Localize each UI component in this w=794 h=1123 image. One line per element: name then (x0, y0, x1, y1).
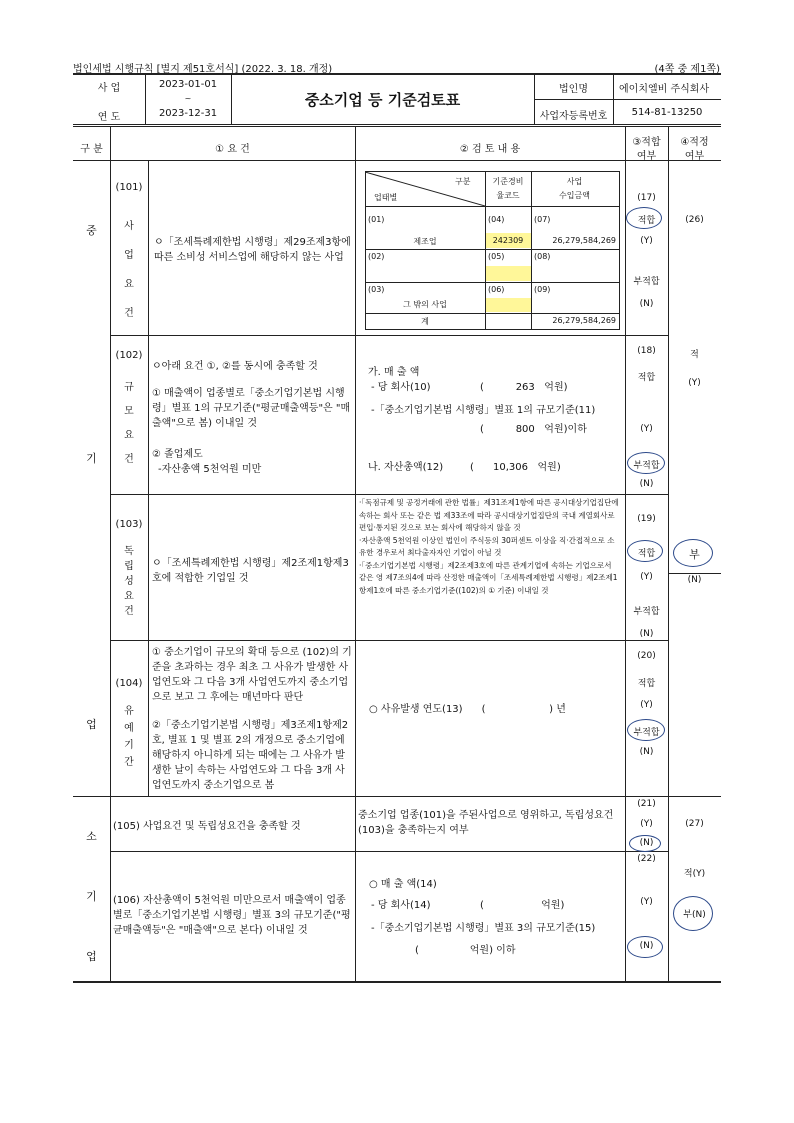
r101-fit-ok: 적합 (637, 216, 656, 226)
r102-req-2: ① 매출액이 업종별로「중소기업기본법 시행령」별표 1의 규모기준("평균매출액등"은 "매출액"으로 봄) 이내일 것 (152, 388, 351, 429)
it-c04: (04) (488, 215, 505, 224)
col-review: ② 검 토 내 용 (459, 144, 521, 155)
it-h-code-2: 율코드 (496, 191, 520, 200)
col-fit-2: 여부 (636, 151, 657, 162)
r101-final: (26) (685, 215, 704, 225)
it-row3-name: 그 밖의 사업 (403, 300, 447, 309)
col-fit-1: ③적합 (632, 137, 661, 148)
it-c07: (07) (534, 215, 551, 224)
r104-fit-no: 부적합 (633, 728, 660, 738)
side-gi: 기 (86, 452, 97, 465)
r106-final-1: 적(Y) (683, 869, 706, 879)
r104-code: (104) (115, 678, 143, 689)
biz-no: 514-81-13250 (631, 107, 703, 118)
it-row1-name: 제조업 (413, 237, 437, 246)
r103-fit-circle (627, 540, 663, 562)
it-h-rev-2: 수입금액 (559, 191, 590, 200)
r101-code: (101) (115, 182, 143, 193)
r102-rev-e-label: 나. 자산총액(12) (368, 462, 444, 473)
r102-rev-b-value: ( 263 억원) (480, 382, 568, 393)
r106-rev-c: -「중소기업기본법 시행령」별표 3의 규모기준(15) (371, 923, 596, 934)
side-eop-2: 업 (86, 950, 97, 963)
r101-fit-circle (626, 207, 662, 229)
r102-rev-c: -「중소기업기본법 시행령」별표 1의 규모기준(11) (371, 405, 596, 416)
period-separator: ~ (184, 94, 192, 103)
r104-req-2: ②「중소기업기본법 시행령」제3조제1항제2호, 별표 1 및 별표 2의 개정으로 중소기업에 해당하지 아니하게 되는 때에는 그 사유가 발생한 날이 속하는 사업연도와 그 다음 3개 사업연도까지 중소기업으로 봄 (152, 720, 349, 791)
corp-name: 에이치엘비 주식회사 (619, 84, 710, 95)
r103-review: ·「독점규제 및 공정거래에 관한 법률」제31조제1항에 따른 공시대상기업집단에 속하는 회사 또는 같은 법 제33조에 따라 공시대상기업집단의 국내 계열회사로 편입·통지된 것으로 보는 회사에 해당하지 않을 것 ·자산총액 5천억원 이상인 법인이 주식등의 30퍼센트 이상을 직·간접적으로 소유한 경우로서 최다출자자인 기업이 아닐 것 ·「중소기업기본법 시행령」제2조제3호에 따른 관계기업에 속하는 기업으로서 같은 영 제7조의4에 따라 산정한 매출액이「조세특례제한법 시행령」제2조제1항제1호에 따른 중소기업기준((102)의 ① 기준) 이내일 것 (359, 498, 619, 595)
r103-fit-code: (19) (637, 514, 656, 524)
side-so: 소 (86, 830, 97, 843)
r103-final-circle (673, 539, 713, 567)
col-fit2-2: 여부 (684, 151, 705, 162)
r106-fit-circle (627, 936, 663, 958)
r106-fit-code: (22) (637, 854, 656, 864)
it-total-label: 계 (421, 317, 429, 326)
it-row1-amount: 26,279,584,269 (552, 236, 616, 245)
r103-vlabel: 독 립 성 요 건 (124, 546, 134, 617)
r104-vlabel: 유 예 기 간 (124, 706, 134, 768)
it-c03: (03) (368, 285, 385, 294)
r103-fit-y: (Y) (640, 572, 653, 582)
r106-rev-b-label: - 당 회사(14) (371, 900, 431, 911)
r104-fit-y: (Y) (640, 700, 653, 710)
side-eop: 업 (86, 718, 97, 731)
it-h-industry: 업태별 (374, 193, 398, 202)
r106-rev-d: ( 억원) 이하 (415, 945, 516, 956)
r101-requirement: ㅇ「조세특례제한법 시행령」제29조제3항에 따른 소비성 서비스업에 해당하지 않는 사업 (154, 237, 351, 263)
r105-fit-circle (629, 835, 661, 852)
it-total-amount: 26,279,584,269 (552, 316, 616, 325)
r106-rev-a: ○ 매 출 액(14) (369, 879, 437, 890)
r103-fit-no: 부적합 (633, 607, 660, 617)
top-border (73, 73, 721, 75)
side-jung: 중 (86, 224, 97, 237)
r106-final-2: 부(N) (683, 910, 706, 920)
year-label-1: 사 업 (97, 83, 121, 94)
r102-vlabel: 규 모 요 건 (124, 382, 134, 465)
it-h-gubun: 구분 (455, 177, 471, 186)
r102-req-3: ② 졸업제도 (152, 449, 203, 460)
r102-fit-ok: 적합 (637, 373, 656, 383)
r106-fit-n: (N) (639, 941, 654, 951)
r102-req-1: ㅇ아래 요건 ①, ②를 동시에 충족할 것 (152, 361, 318, 372)
main-top-border (73, 124, 721, 127)
form-reference: 법인세법 시행규칙 [별지 제51호서식] (2022. 3. 18. 개정) (73, 64, 333, 75)
page-reference: (4쪽 중 제1쪽) (654, 64, 720, 75)
it-c09: (09) (534, 285, 551, 294)
r103-fit-ok: 적합 (637, 549, 656, 559)
it-h-rev-1: 사업 (566, 177, 583, 186)
r102-fit-circle (627, 452, 665, 474)
corp-name-label: 법인명 (559, 84, 588, 95)
r101-vlabel: 사 업 요 건 (124, 221, 134, 319)
period-start: 2023-01-01 (158, 79, 218, 90)
r102-code: (102) (115, 350, 143, 361)
col-fit2-1: ④적정 (680, 137, 709, 148)
r103-requirement: ㅇ「조세특례제한법 시행령」제2조제1항제3호에 적합한 기업일 것 (152, 558, 349, 584)
r102-rev-e-value: ( 10,306 억원) (470, 462, 561, 473)
r102-fit-no: 부적합 (633, 461, 660, 471)
bottom-border (73, 981, 721, 983)
r106-rev-b-value: ( 억원) (480, 900, 565, 911)
col-requirement: ① 요 건 (215, 144, 250, 155)
r103-final-1: 부 (689, 548, 700, 561)
r105-review: 중소기업 업종(101)을 주된사업으로 영위하고, 독립성요건(103)을 충족하는지 여부 (358, 810, 614, 836)
r105-final: (27) (685, 819, 704, 829)
r105-requirement: (105) 사업요건 및 독립성요건을 충족할 것 (113, 821, 301, 832)
col-gubun: 구 분 (80, 144, 103, 155)
r101-fit-code: (17) (637, 193, 656, 203)
r102-rev-d: ( 800 억원)이하 (480, 424, 587, 435)
it-h-code-1: 기준경비 (492, 177, 524, 186)
side-gi-2: 기 (86, 890, 97, 903)
r105-fit-code: (21) (637, 799, 656, 809)
r104-req-1: ① 중소기업이 규모의 확대 등으로 (102)의 기준을 초과하는 경우 최초 그 사유가 발생한 사업연도와 그 다음 3개 사업연도까지 중소기업으로 보고 그 후에는 매년마다 판단 (152, 647, 352, 703)
it-c05: (05) (488, 252, 505, 261)
r102-final-1: 적 (690, 350, 699, 360)
r105-fit-y: (Y) (640, 819, 653, 829)
r102-fit-y: (Y) (640, 424, 653, 434)
r106-requirement: (106) 자산총액이 5천억원 미만으로서 매출액이 업종별로「중소기업기본법 시행령」별표 3의 규모기준("평균매출액등"은 "매출액"으로 본다) 이내일 것 (113, 895, 351, 936)
r106-fit-y: (Y) (640, 897, 653, 907)
r105-fit-n: (N) (639, 838, 654, 848)
form-title: 중소기업 등 기준검토표 (304, 91, 461, 109)
r102-fit-code: (18) (637, 346, 656, 356)
r104-fit-circle (627, 719, 665, 741)
r103-code: (103) (115, 519, 143, 530)
r104-review: ○ 사유발생 연도(13) ( ) 년 (369, 704, 566, 715)
r104-fit-ok: 적합 (637, 679, 656, 689)
biz-no-label: 사업자등록번호 (539, 111, 608, 122)
r104-fit-n: (N) (639, 747, 654, 757)
year-label-2: 연 도 (97, 112, 121, 123)
r102-req-4: -자산총액 5천억원 미만 (158, 464, 262, 475)
it-c06: (06) (488, 285, 505, 294)
it-row1-code: 242309 (492, 236, 524, 245)
r101-fit-no: 부적합 (633, 277, 660, 287)
r102-fit-n: (N) (639, 479, 654, 489)
r101-fit-y: (Y) (640, 236, 653, 246)
r102-rev-a: 가. 매 출 액 (368, 367, 420, 378)
r101-fit-n: (N) (639, 299, 654, 309)
r103-final-2: (N) (687, 575, 702, 585)
r103-fit-n: (N) (639, 629, 654, 639)
r106-final-circle (673, 896, 713, 931)
r104-fit-code: (20) (637, 651, 656, 661)
period-end: 2023-12-31 (158, 108, 218, 119)
r102-rev-b-label: - 당 회사(10) (371, 382, 431, 393)
it-c08: (08) (534, 252, 551, 261)
it-c01: (01) (368, 215, 385, 224)
r102-final-2: (Y) (688, 378, 701, 388)
it-c02: (02) (368, 252, 385, 261)
